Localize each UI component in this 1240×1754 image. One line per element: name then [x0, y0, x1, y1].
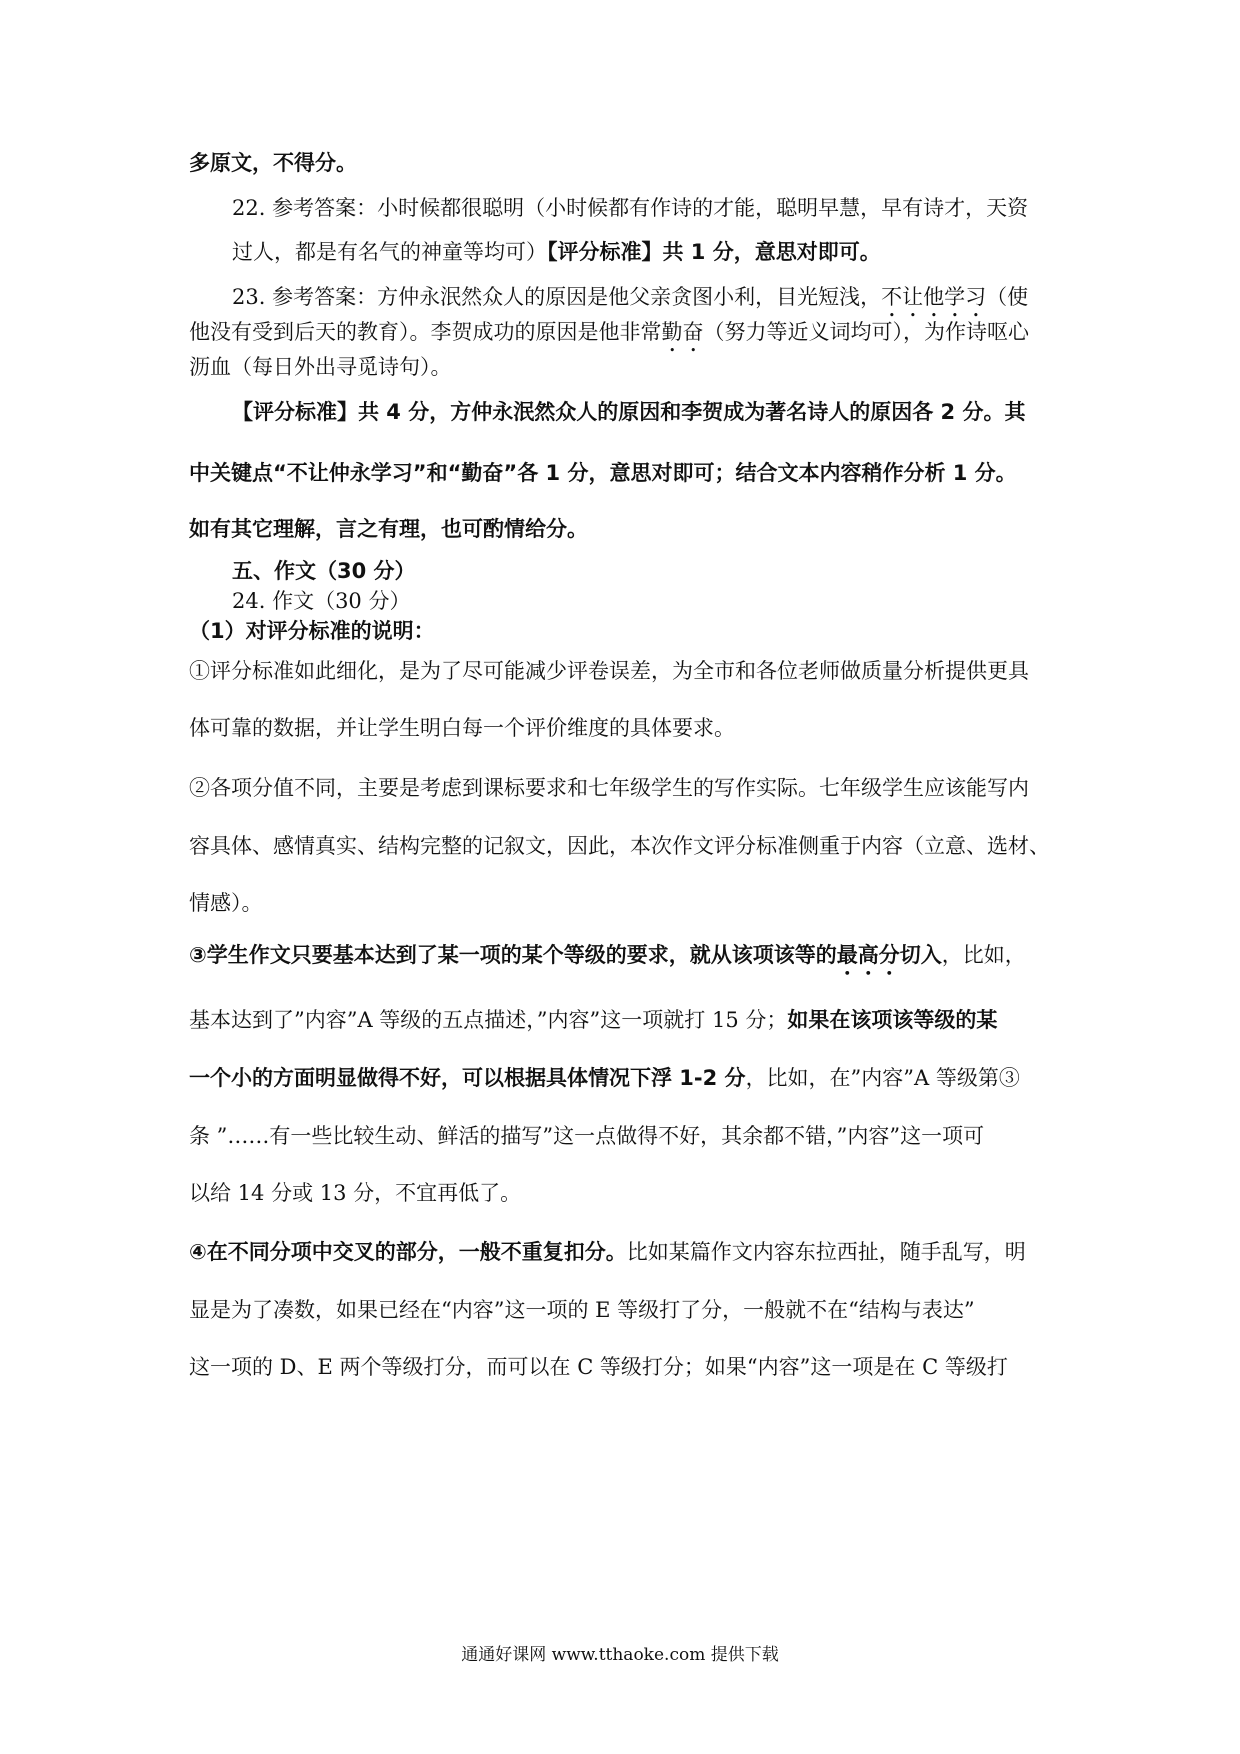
bold-text: ③学生作文只要基本达到了某一项的某个等级的要求，就从该项该等的 — [189, 943, 837, 967]
answer-22-line: 22. 参考答案：小时候都很聪明（小时候都有作诗的才能，聪明早慧，早有诗才，天资 — [232, 196, 1029, 220]
page-footer: 通通好课网 www.tthaoke.com 提供下载 — [461, 1645, 779, 1665]
paragraph-line: 以给 14 分或 13 分，不宜再低了。 — [189, 1181, 522, 1205]
paragraph-line: 条 ”……有一些比较生动、鲜活的描写”这一点做得不好，其余都不错，”内容”这一项可 — [189, 1124, 985, 1148]
question-24-title: 24. 作文（30 分） — [232, 589, 411, 613]
paragraph-line: ①评分标准如此细化，是为了尽可能减少评卷误差，为全市和各位老师做质量分析提供更具 — [189, 659, 1029, 683]
answer-22-line — [232, 237, 881, 267]
paragraph-line — [189, 1005, 997, 1035]
plain-text: 比如某篇作文内容东拉西扯，随手乱写，明 — [626, 1240, 1026, 1264]
plain-text: ，比如，在”内容”A 等级第③ — [745, 1066, 1020, 1090]
answer-text: 23. 参考答案：方仲永泯然众人的原因是他父亲贪图小利，目光短浅， — [232, 285, 882, 309]
paragraph-line: 容具体、感情真实、结构完整的记叙文，因此，本次作文评分标准侧重于内容（立意、选材、 — [189, 834, 1050, 858]
subheading: （1）对评分标准的说明： — [189, 619, 435, 643]
answer-text: 过人，都是有名气的神童等均可） — [232, 240, 547, 264]
paragraph-line: 显是为了凑数，如果已经在“内容”这一项的 E 等级打了分，一般就不在“结构与表达” — [189, 1298, 975, 1322]
paragraph-line — [189, 1063, 1020, 1093]
bold-text: 一个小的方面明显做得不好，可以根据具体情况下浮 1-2 分 — [189, 1066, 746, 1090]
scoring-standard: 如有其它理解，言之有理，也可酌情给分。 — [189, 517, 588, 541]
answer-text: 他没有受到后天的教育）。李贺成功的原因是他非常 — [189, 320, 662, 344]
paragraph-line: 这一项的 D、E 两个等级打分，而可以在 C 等级打分；如果“内容”这一项是在 C 等级打 — [189, 1355, 1008, 1379]
section-heading: 五、作文（30 分） — [232, 559, 416, 583]
plain-text: ，比如， — [941, 943, 1026, 967]
answer-text: （使 — [986, 285, 1029, 309]
paragraph-line — [189, 940, 1026, 980]
paragraph-line: 情感）。 — [189, 891, 263, 915]
bold-text: 切入 — [899, 943, 942, 967]
answer-text: （努力等近义词均可），为作诗呕心 — [703, 320, 1029, 344]
bold-text: ④在不同分项中交叉的部分，一般不重复扣分。 — [189, 1240, 627, 1264]
paragraph-line: 体可靠的数据，并让学生明白每一个评价维度的具体要求。 — [189, 716, 735, 740]
paragraph-line: ②各项分值不同，主要是考虑到课标要求和七年级学生的写作实际。七年级学生应该能写内 — [189, 776, 1029, 800]
emphasized-text: 不让他学习 — [881, 285, 987, 309]
text-line: 多原文，不得分。 — [189, 151, 357, 175]
answer-23-line — [232, 282, 1028, 322]
scoring-standard: 【评分标准】共 1 分，意思对即可。 — [547, 240, 881, 264]
paragraph-line — [189, 1237, 1026, 1267]
scoring-standard: 中关键点“不让仲永学习”和“勤奋”各 1 分，意思对即可；结合文本内容稍作分析 1 分。 — [189, 461, 1017, 485]
scoring-standard: 【评分标准】共 4 分，方仲永泯然众人的原因和李贺成为著名诗人的原因各 2 分。其 — [232, 400, 1026, 424]
answer-23-line: 沥血（每日外出寻觅诗句）。 — [189, 355, 452, 379]
bold-text: 如果在该项该等级的某 — [787, 1008, 998, 1032]
emphasized-text: 最高分 — [836, 943, 900, 967]
emphasized-text: 勤奋 — [661, 320, 704, 344]
plain-text: 基本达到了”内容”A 等级的五点描述，”内容”这一项就打 15 分； — [189, 1008, 788, 1032]
answer-23-line — [189, 317, 1029, 357]
